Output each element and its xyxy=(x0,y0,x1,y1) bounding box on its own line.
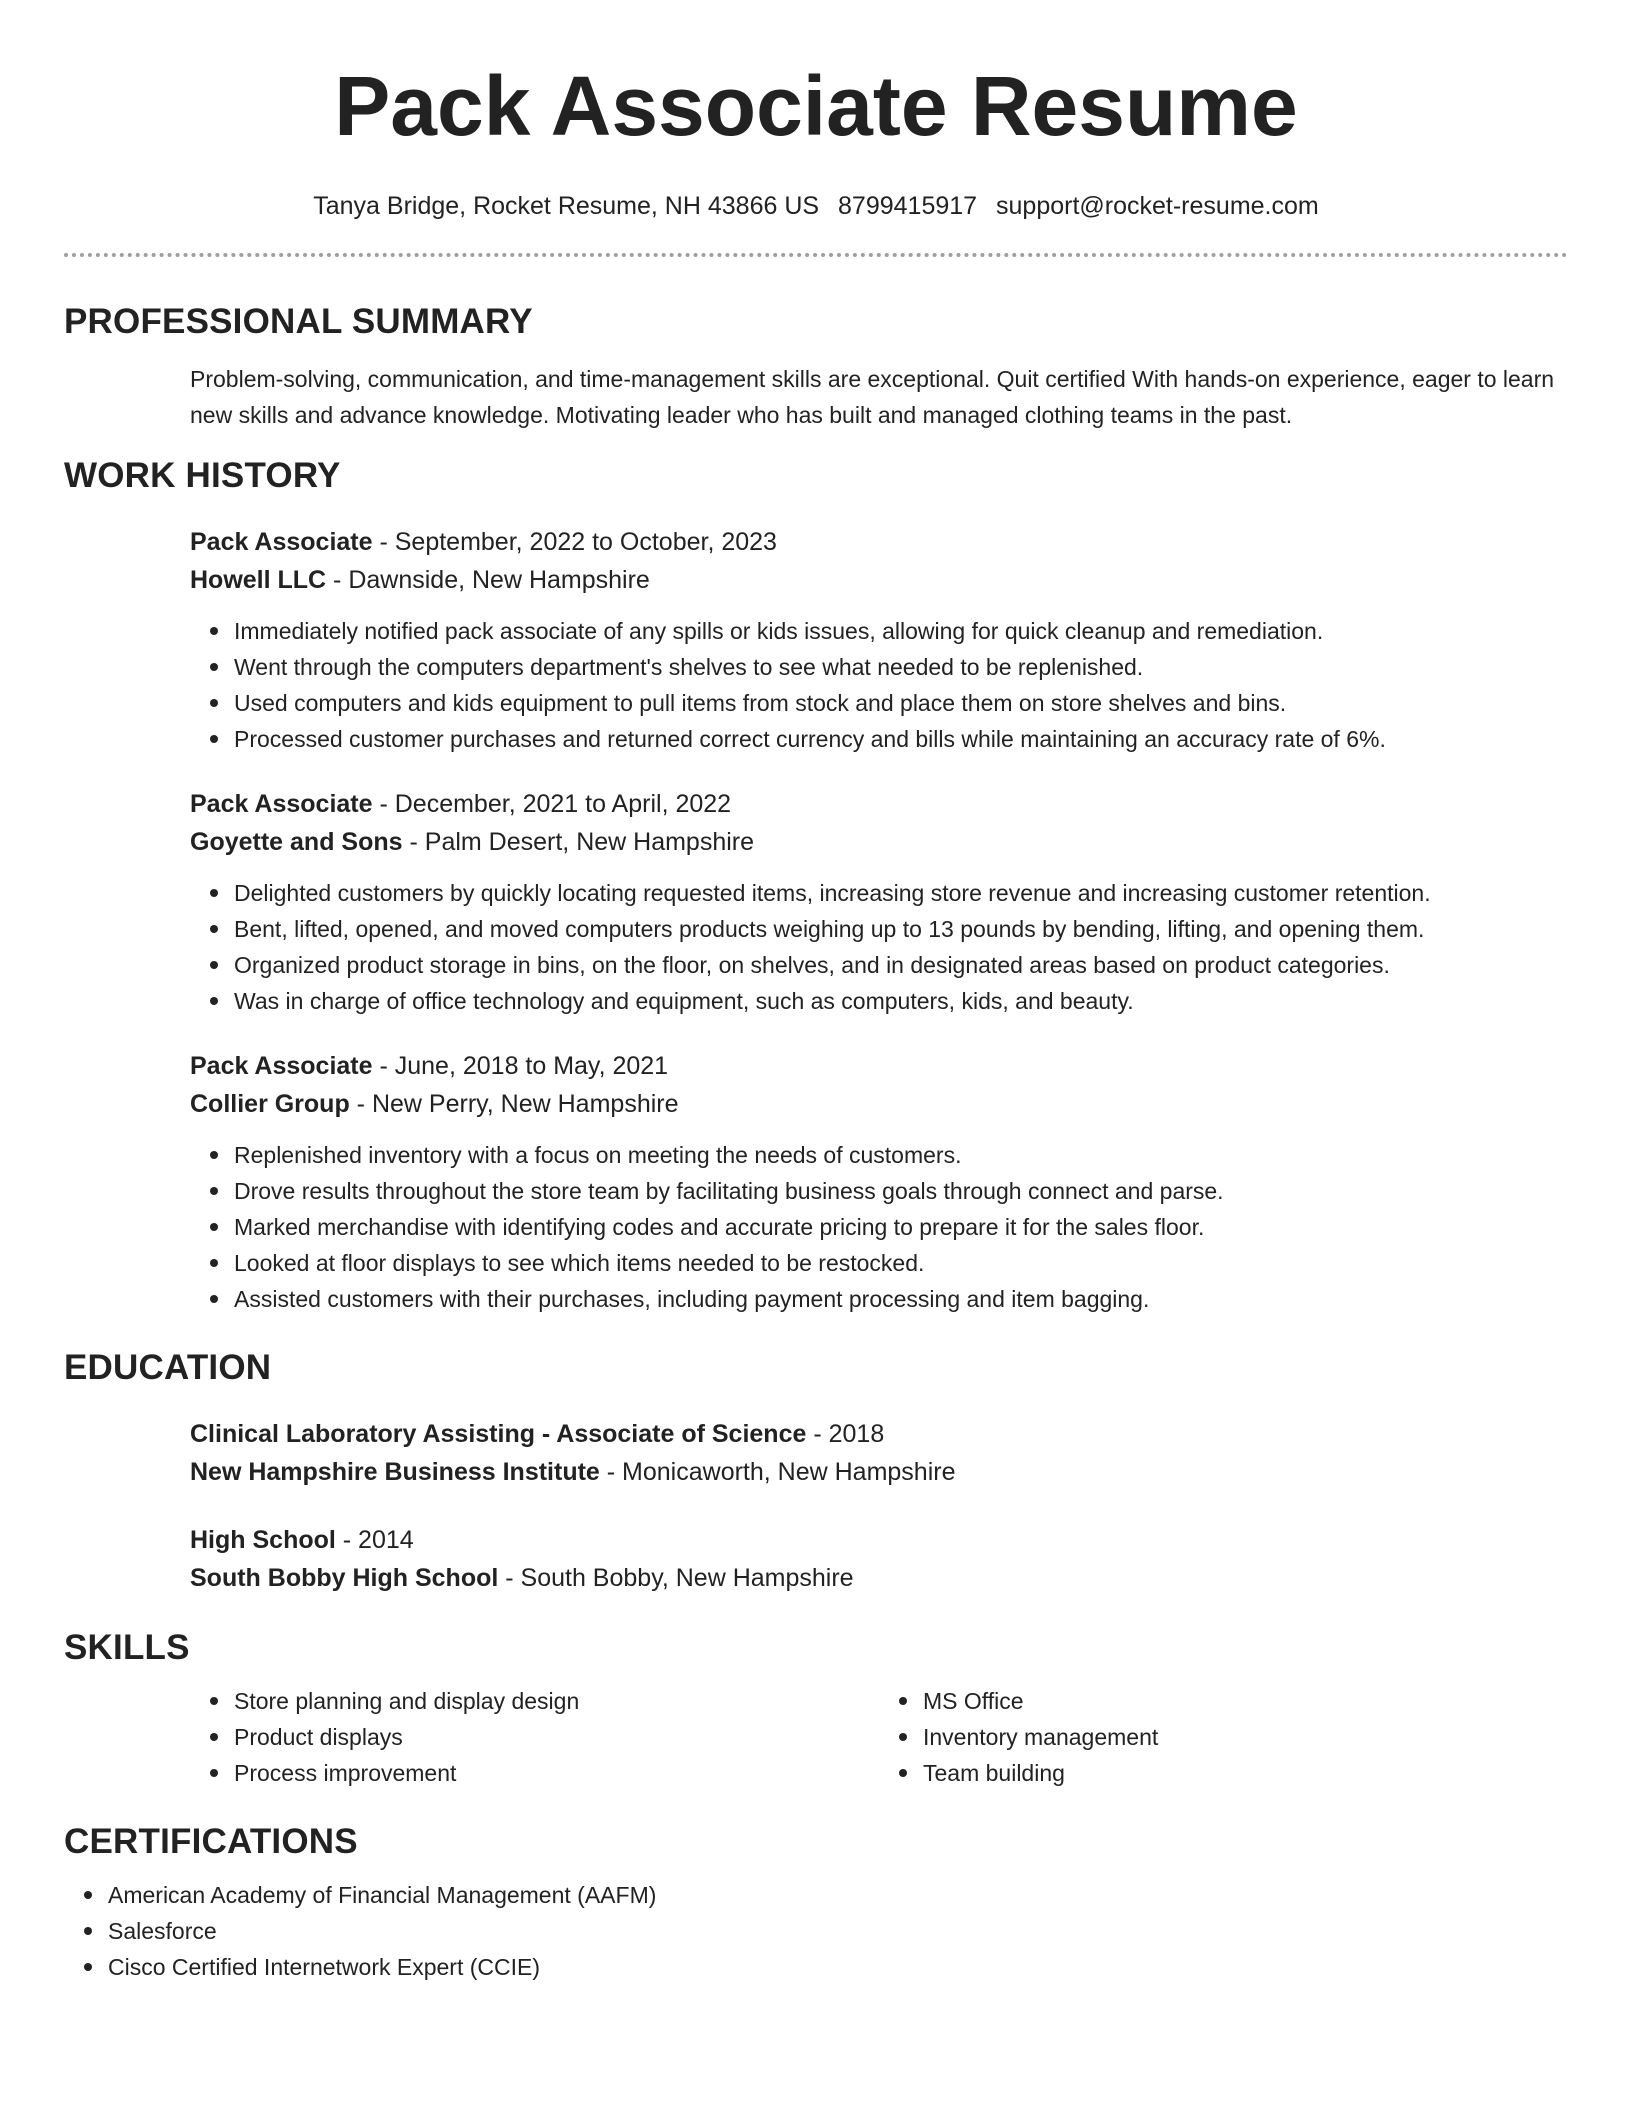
contact-address: Tanya Bridge, Rocket Resume, NH 43866 US xyxy=(313,192,820,220)
job-entry xyxy=(190,1047,1568,1317)
job-position: Pack Associate xyxy=(190,1052,373,1080)
list-item: Was in charge of office technology and equipment, such as computers, kids, and beauty. xyxy=(234,983,1568,1019)
list-item: Delighted customers by quickly locating requested items, increasing store revenue and increasing customer retention. xyxy=(234,875,1568,911)
company-name: Howell LLC xyxy=(190,566,327,594)
list-item: Bent, lifted, opened, and moved computers products weighing up to 13 pounds by bending, lifting, and opening them. xyxy=(234,911,1568,947)
certifications-list xyxy=(64,1877,1568,1985)
header-divider xyxy=(64,253,1568,257)
job-title-line xyxy=(190,1047,1568,1085)
school-line xyxy=(190,1559,1568,1597)
school-name: South Bobby High School xyxy=(190,1564,499,1592)
job-dates: - June, 2018 to May, 2021 xyxy=(372,1052,669,1080)
list-item: Cisco Certified Internetwork Expert (CCIE) xyxy=(108,1949,1568,1985)
list-item: Looked at floor displays to see which items needed to be restocked. xyxy=(234,1245,1568,1281)
list-item: Organized product storage in bins, on the floor, on shelves, and in designated areas based on product categories. xyxy=(234,947,1568,983)
summary-section xyxy=(64,301,1568,433)
list-item: Assisted customers with their purchases, including payment processing and item bagging. xyxy=(234,1281,1568,1317)
company-location: - New Perry, New Hampshire xyxy=(349,1090,679,1118)
company-name: Collier Group xyxy=(190,1090,350,1118)
job-dates: - September, 2022 to October, 2023 xyxy=(372,528,777,556)
education-entry xyxy=(190,1521,1568,1597)
job-bullets xyxy=(190,1137,1568,1317)
list-item: Processed customer purchases and returned correct currency and bills while maintaining an accuracy rate of 6%. xyxy=(234,721,1568,757)
summary-heading: PROFESSIONAL SUMMARY xyxy=(64,302,533,341)
contact-phone: 8799415917 xyxy=(838,192,978,220)
work-history-section xyxy=(64,455,1568,1317)
school-location: - South Bobby, New Hampshire xyxy=(498,1564,854,1592)
job-title-line xyxy=(190,523,1568,561)
list-item: Team building xyxy=(923,1755,1568,1791)
job-bullets xyxy=(190,613,1568,757)
degree-year: - 2014 xyxy=(335,1526,414,1554)
school-name: New Hampshire Business Institute xyxy=(190,1458,600,1486)
summary-text: Problem-solving, communication, and time-management skills are exceptional. Quit certified With hands-on experience, eager to learn new skills and advance knowledge. Motivating leader who has built and managed clothing teams in the past. xyxy=(190,366,1555,428)
work-history-heading: WORK HISTORY xyxy=(64,456,341,495)
job-position: Pack Associate xyxy=(190,790,373,818)
resume-header xyxy=(64,56,1568,222)
school-location: - Monicaworth, New Hampshire xyxy=(599,1458,956,1486)
company-location: - Palm Desert, New Hampshire xyxy=(402,828,755,856)
degree-line xyxy=(190,1415,1568,1453)
degree-line xyxy=(190,1521,1568,1559)
list-item: MS Office xyxy=(923,1683,1568,1719)
education-section xyxy=(64,1347,1568,1597)
list-item: Inventory management xyxy=(923,1719,1568,1755)
list-item: Used computers and kids equipment to pull items from stock and place them on store shelves and bins. xyxy=(234,685,1568,721)
list-item: Replenished inventory with a focus on meeting the needs of customers. xyxy=(234,1137,1568,1173)
skills-heading: SKILLS xyxy=(64,1628,190,1667)
certifications-heading: CERTIFICATIONS xyxy=(64,1822,358,1861)
company-name: Goyette and Sons xyxy=(190,828,403,856)
company-location: - Dawnside, New Hampshire xyxy=(326,566,650,594)
degree-name: High School xyxy=(190,1526,336,1554)
job-entry xyxy=(190,523,1568,757)
skills-list-left xyxy=(190,1683,879,1791)
list-item: American Academy of Financial Management (AAFM) xyxy=(108,1877,1568,1913)
education-heading: EDUCATION xyxy=(64,1348,272,1387)
job-position: Pack Associate xyxy=(190,528,373,556)
list-item: Process improvement xyxy=(234,1755,879,1791)
certifications-section xyxy=(64,1821,1568,1985)
job-dates: - December, 2021 to April, 2022 xyxy=(372,790,732,818)
degree-name: Clinical Laboratory Assisting - Associate of Science xyxy=(190,1420,807,1448)
contact-email: support@rocket-resume.com xyxy=(996,192,1319,220)
company-line xyxy=(190,823,1568,861)
list-item: Salesforce xyxy=(108,1913,1568,1949)
job-bullets xyxy=(190,875,1568,1019)
job-entry xyxy=(190,785,1568,1019)
degree-year: - 2018 xyxy=(806,1420,885,1448)
list-item: Store planning and display design xyxy=(234,1683,879,1719)
list-item: Went through the computers department's shelves to see what needed to be replenished. xyxy=(234,649,1568,685)
skills-section xyxy=(64,1627,1568,1791)
list-item: Immediately notified pack associate of any spills or kids issues, allowing for quick cleanup and remediation. xyxy=(234,613,1568,649)
company-line xyxy=(190,1085,1568,1123)
list-item: Marked merchandise with identifying codes and accurate pricing to prepare it for the sales floor. xyxy=(234,1209,1568,1245)
skills-list-right xyxy=(879,1683,1568,1791)
job-title-line xyxy=(190,785,1568,823)
contact-line xyxy=(64,190,1568,222)
company-line xyxy=(190,561,1568,599)
resume-title: Pack Associate Resume xyxy=(334,59,1298,153)
education-entry xyxy=(190,1415,1568,1491)
list-item: Product displays xyxy=(234,1719,879,1755)
school-line xyxy=(190,1453,1568,1491)
skills-grid xyxy=(190,1683,1568,1791)
list-item: Drove results throughout the store team by facilitating business goals through connect and parse. xyxy=(234,1173,1568,1209)
